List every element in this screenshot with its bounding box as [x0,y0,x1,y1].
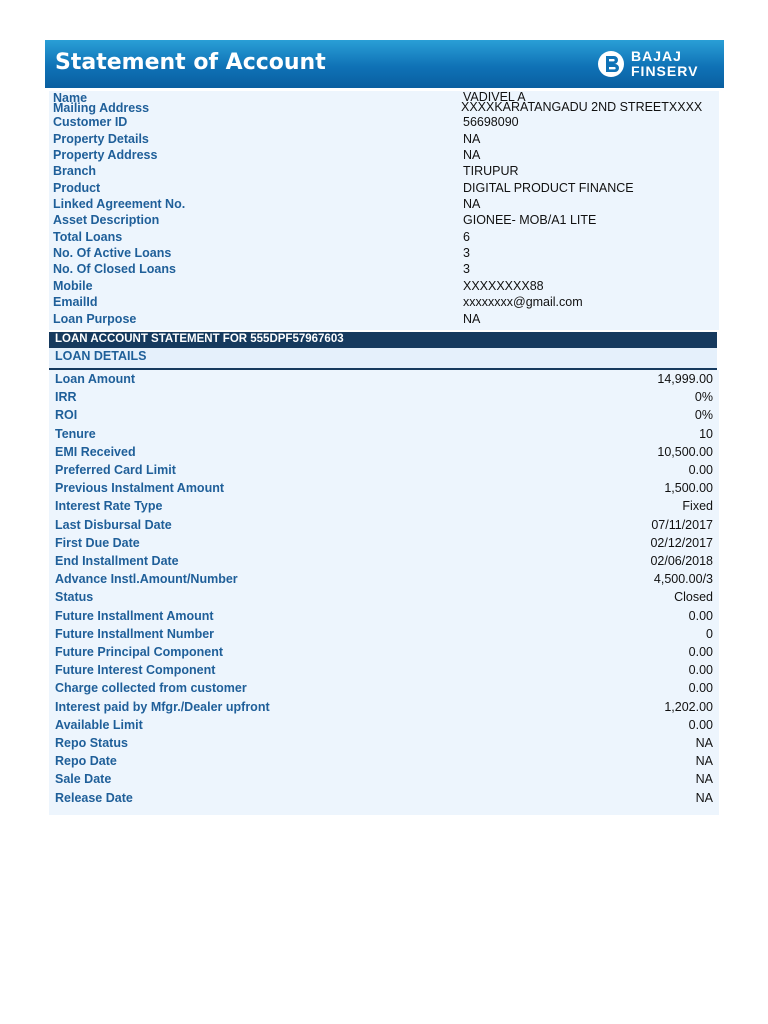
customer-field-value: DIGITAL PRODUCT FINANCE [463,181,634,195]
loan-detail-value: NA [695,790,713,805]
loan-detail-label: Advance Instl.Amount/Number [55,572,238,587]
loan-statement-header [49,332,717,348]
loan-detail-value: 0.00 [688,717,713,732]
customer-field-label: Loan Purpose [53,312,137,326]
customer-info-table [49,91,719,330]
customer-field-label: Total Loans [53,230,123,244]
customer-field-label: Mailing Address [53,101,150,115]
loan-detail-row [49,481,719,499]
statement-banner [45,40,724,88]
customer-row [49,213,719,229]
loan-detail-value: 0.00 [688,463,713,477]
loan-details-header [49,348,717,370]
loan-detail-value: NA [695,754,713,769]
loan-detail-value: 0% [694,408,713,423]
loan-detail-value: 10 [699,426,713,441]
customer-field-value: 3 [463,246,470,260]
customer-field-label: EmailId [53,295,98,309]
loan-detail-row [49,372,719,390]
customer-field-value: NA [463,312,481,326]
customer-row [49,262,719,278]
customer-field-value: XXXXKARATANGADU 2ND STREETXXXX [461,100,703,114]
loan-detail-row [49,681,719,699]
loan-detail-label: Interest paid by Mfgr./Dealer upfront [55,699,270,714]
loan-detail-value: Closed [674,590,713,605]
loan-detail-value: 1,500.00 [664,481,713,496]
loan-detail-label: IRR [55,390,77,405]
loan-detail-row [49,663,719,681]
loan-detail-row [49,499,719,517]
loan-detail-value: 1,202.00 [664,699,713,714]
loan-detail-row [49,736,719,754]
loan-detail-value: 0 [706,626,713,641]
customer-field-label: Asset Description [53,213,160,227]
loan-detail-value: 10,500.00 [657,444,713,459]
loan-detail-row [49,590,719,608]
customer-field-label: Name [53,91,88,105]
loan-detail-label: Charge collected from customer [55,681,247,696]
customer-row [49,115,719,131]
loan-details-title: LOAN DETAILS [55,349,147,363]
customer-field-label: Customer ID [53,115,128,129]
loan-detail-value: 4,500.00/3 [653,572,713,587]
customer-field-value: NA [463,197,481,211]
loan-detail-row [49,700,719,718]
loan-detail-value: 0.00 [688,663,713,678]
loan-detail-value: 07/11/2017 [651,517,713,532]
customer-field-value: xxxxxxxx@gmail.com [463,295,583,309]
customer-field-label: Product [53,181,101,195]
page-title: Statement of Account [55,50,326,75]
loan-detail-row [49,445,719,463]
loan-detail-label: Loan Amount [55,372,136,386]
customer-row [49,279,719,295]
loan-detail-value: 02/12/2017 [650,535,713,550]
customer-field-label: No. Of Closed Loans [53,262,176,276]
loan-detail-label: Future Principal Component [55,645,224,659]
loan-detail-label: Future Interest Component [55,663,216,678]
loan-detail-value: 0.00 [688,645,713,659]
loan-detail-value: NA [695,736,713,750]
loan-detail-label: Repo Status [55,736,128,750]
loan-detail-label: Interest Rate Type [55,499,163,514]
bajaj-logo-icon [597,50,625,78]
loan-detail-row [49,791,719,809]
customer-row [49,164,719,180]
customer-row [49,230,719,246]
loan-detail-label: Preferred Card Limit [55,463,176,477]
loan-detail-row [49,408,719,426]
customer-row [49,148,719,164]
customer-field-value: 56698090 [463,115,519,129]
customer-field-label: Property Address [53,148,158,162]
loan-detail-label: EMI Received [55,444,136,459]
loan-detail-label: First Due Date [55,535,140,550]
loan-detail-row [49,609,719,627]
loan-detail-label: Future Installment Amount [55,608,214,623]
customer-field-value: XXXXXXXX88 [463,279,544,293]
loan-detail-label: Repo Date [55,754,117,769]
customer-field-value: GIONEE- MOB/A1 LITE [463,213,597,227]
loan-detail-label: End Installment Date [55,554,179,568]
loan-detail-label: Sale Date [55,772,112,787]
loan-detail-label: Tenure [55,426,96,441]
customer-field-label: Mobile [53,279,93,293]
customer-field-value: NA [463,148,481,162]
customer-row [49,197,719,213]
customer-field-value: 6 [463,230,470,244]
loan-detail-label: Last Disbursal Date [55,517,172,532]
loan-details-table [49,370,719,815]
loan-detail-label: Future Installment Number [55,626,215,641]
brand-line-1: BAJAJ [631,48,682,64]
brand-line-2: FINSERV [631,63,699,79]
customer-field-value: TIRUPUR [463,164,519,178]
customer-row [49,295,719,311]
loan-detail-value: Fixed [682,499,713,514]
loan-detail-value: 0.00 [688,608,713,623]
loan-detail-row [49,554,719,572]
bajaj-finserv-logo [597,49,715,81]
loan-detail-value: 02/06/2018 [650,554,713,568]
customer-field-label: Branch [53,164,97,178]
loan-detail-row [49,572,719,590]
loan-detail-value: 0.00 [688,681,713,696]
loan-detail-row [49,754,719,772]
loan-detail-value: NA [695,772,713,787]
loan-detail-row [49,645,719,663]
customer-row [49,132,719,148]
loan-detail-row [49,772,719,790]
loan-detail-label: ROI [55,408,78,423]
loan-detail-row [49,390,719,408]
loan-detail-row [49,718,719,736]
loan-detail-row [49,463,719,481]
loan-detail-value: 14,999.00 [657,372,713,386]
loan-detail-row [49,627,719,645]
customer-field-value: 3 [463,262,470,276]
loan-detail-row [49,518,719,536]
customer-field-label: No. Of Active Loans [53,246,172,260]
loan-detail-label: Status [55,590,94,605]
loan-detail-row [49,536,719,554]
loan-detail-row [49,427,719,445]
customer-field-label: Linked Agreement No. [53,197,186,211]
loan-statement-title: LOAN ACCOUNT STATEMENT FOR 555DPF57967603 [55,333,344,345]
loan-detail-label: Previous Instalment Amount [55,481,225,496]
loan-detail-label: Available Limit [55,717,143,732]
customer-row [49,312,719,328]
customer-field-value: NA [463,132,481,146]
loan-detail-value: 0% [694,390,713,405]
customer-field-value: VADIVEL A [463,90,526,104]
customer-field-label: Property Details [53,132,149,146]
customer-row [49,181,719,197]
customer-row [49,246,719,262]
loan-detail-label: Release Date [55,790,133,805]
